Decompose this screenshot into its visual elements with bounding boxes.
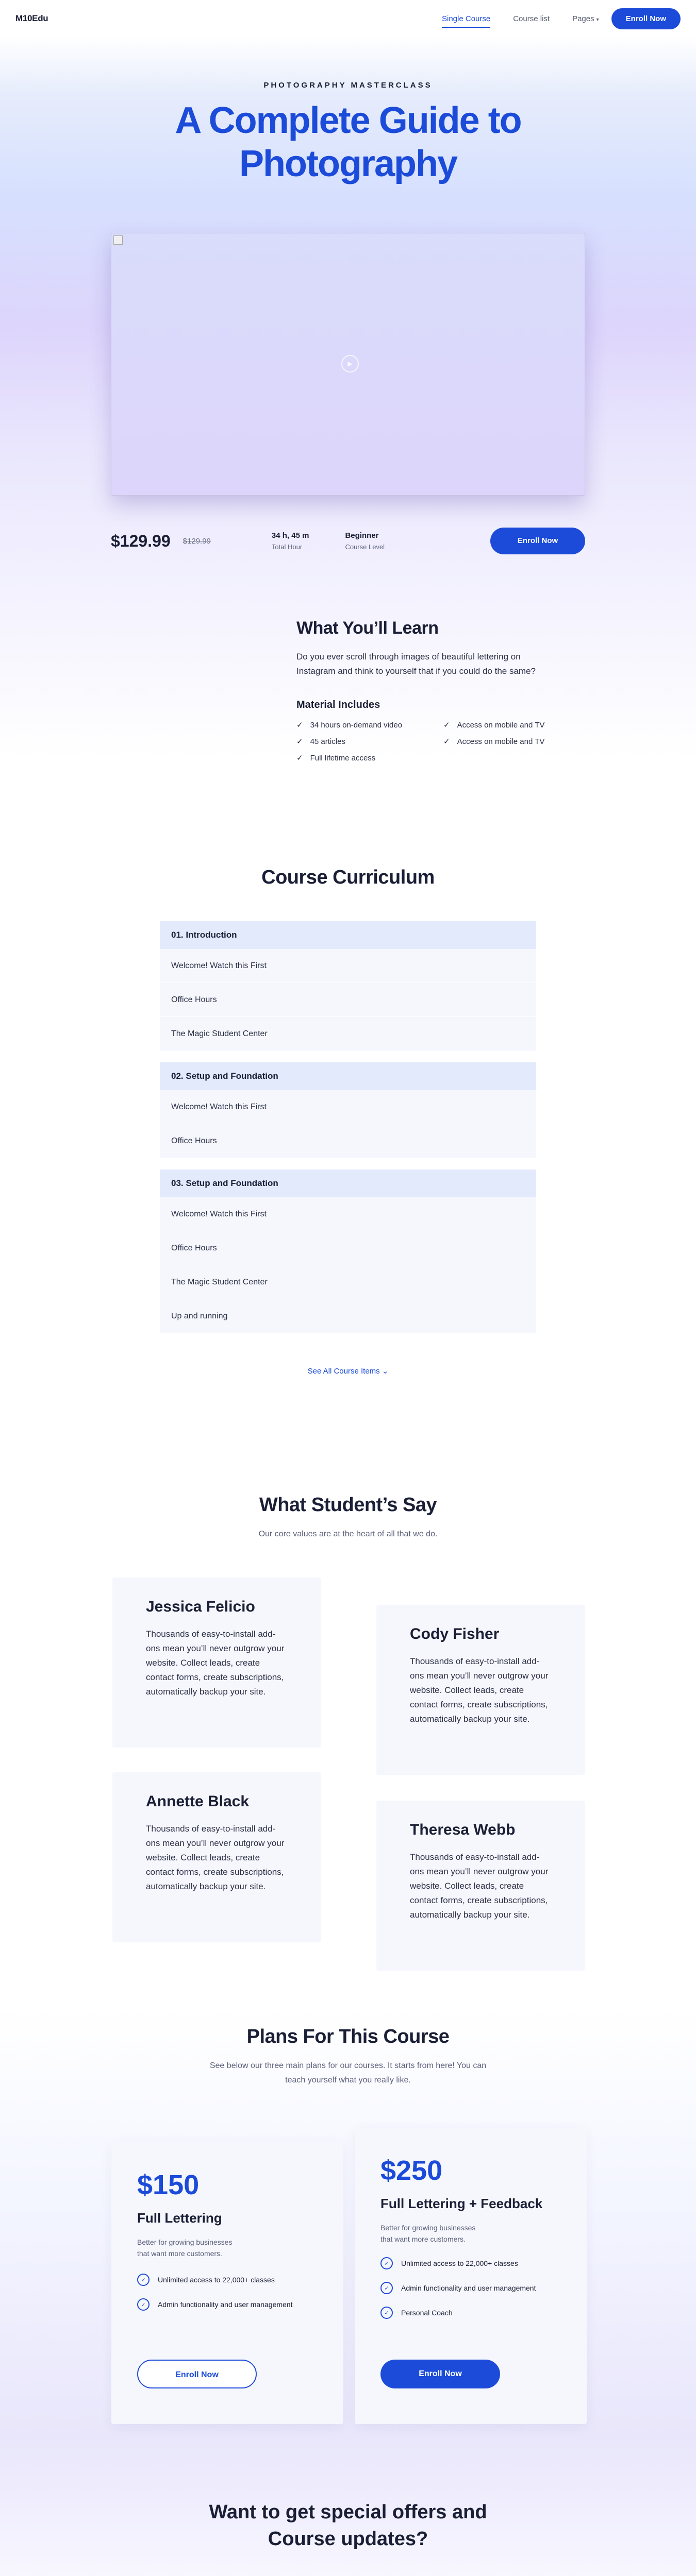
- curriculum-title: Course Curriculum: [261, 867, 435, 888]
- material-label: Access on mobile and TV: [457, 737, 545, 746]
- nav-link-pages[interactable]: [572, 11, 599, 26]
- testimonial-name: Jessica Felicio: [146, 1598, 255, 1615]
- price-row: [111, 526, 585, 556]
- nav-enroll-button[interactable]: Enroll Now: [611, 8, 681, 29]
- testimonial-card: [112, 1772, 321, 1942]
- plan-feature: [380, 2257, 587, 2269]
- chevron-down-icon: ⌄: [382, 1367, 389, 1376]
- duration-value: 34 h, 45 m: [271, 531, 309, 540]
- module-header[interactable]: 02. Setup and Foundation: [160, 1062, 536, 1090]
- material-label: 34 hours on-demand video: [310, 721, 403, 730]
- newsletter-title: [0, 2499, 696, 2552]
- plan-feature: [137, 2274, 343, 2286]
- material-label: Full lifetime access: [310, 754, 376, 762]
- plan-feature-label: Admin functionality and user management: [158, 2300, 293, 2309]
- top-nav: [0, 0, 696, 37]
- course-price: $129.99: [111, 531, 171, 550]
- plan-description: Better for growing businesses that want more customers.: [137, 2238, 233, 2258]
- learn-text: Do you ever scroll through images of beautiful lettering on Instagram and think to yourself that if you could do the same?: [296, 652, 536, 676]
- nav-links: [442, 11, 599, 26]
- lesson-item[interactable]: Office Hours: [160, 1231, 536, 1265]
- check-icon: ✓: [296, 721, 303, 730]
- check-icon: ✓: [296, 737, 303, 746]
- testimonial-name: Annette Black: [146, 1793, 250, 1810]
- curriculum-module: [160, 1062, 536, 1158]
- level-value: Beginner: [345, 531, 379, 540]
- testimonial-card: [376, 1605, 585, 1775]
- plan-name: Full Lettering + Feedback: [380, 2196, 543, 2211]
- plan-feature: [380, 2307, 587, 2319]
- lesson-item[interactable]: Welcome! Watch this First: [160, 1090, 536, 1124]
- level-label: Course Level: [345, 543, 385, 551]
- play-icon[interactable]: ▶: [341, 355, 359, 372]
- check-circle-icon: ✓: [380, 2257, 393, 2269]
- testimonial-text: Thousands of easy-to-install add-ons mean you’ll never outgrow your website. Collect leads, create contact forms, create subscriptions, automatically backup your site.: [146, 1629, 285, 1697]
- material-item: [296, 720, 443, 730]
- testimonial-card: [112, 1578, 321, 1748]
- testimonial-text: Thousands of easy-to-install add-ons mean you’ll never outgrow your website. Collect leads, create contact forms, create subscriptions, automatically backup your site.: [410, 1852, 549, 1920]
- plans-subtitle: See below our three main plans for our courses. It starts from here! You can teach yourself what you really like.: [209, 2061, 487, 2084]
- lesson-item[interactable]: Up and running: [160, 1299, 536, 1333]
- hero-eyebrow: PHOTOGRAPHY MASTERCLASS: [263, 81, 433, 90]
- plan-name: Full Lettering: [137, 2210, 222, 2226]
- material-item: [443, 737, 590, 746]
- lesson-item[interactable]: Office Hours: [160, 1124, 536, 1158]
- plan-feature-label: Admin functionality and user management: [401, 2284, 536, 2292]
- plans-background: [0, 2009, 696, 2576]
- materials-list: [296, 720, 585, 762]
- check-icon: ✓: [443, 737, 450, 746]
- check-circle-icon: ✓: [380, 2307, 393, 2319]
- plan-amount: $150: [137, 2170, 200, 2200]
- curriculum-list: [160, 921, 536, 1345]
- check-icon: ✓: [443, 721, 450, 730]
- nav-link-pages-label: Pages: [572, 14, 594, 23]
- plan-features: [137, 2274, 343, 2311]
- module-header[interactable]: 03. Setup and Foundation: [160, 1170, 536, 1197]
- learn-title: What You’ll Learn: [296, 618, 439, 638]
- plan-feature-label: Unlimited access to 22,000+ classes: [158, 2276, 275, 2284]
- plan-features: [380, 2257, 587, 2319]
- plan-feature-label: Personal Coach: [401, 2309, 453, 2317]
- materials-title: Material Includes: [296, 699, 380, 710]
- chevron-down-icon: ▾: [596, 16, 599, 23]
- material-label: Access on mobile and TV: [457, 721, 545, 730]
- learn-section: [296, 618, 585, 762]
- testimonial-name: Theresa Webb: [410, 1821, 516, 1838]
- nav-link-single-course[interactable]: Single Course: [442, 11, 490, 26]
- check-icon: ✓: [296, 754, 303, 762]
- plan-enroll-button[interactable]: Enroll Now: [137, 2360, 257, 2388]
- nav-link-course-list[interactable]: Course list: [513, 14, 550, 23]
- testimonial-text: Thousands of easy-to-install add-ons mean you’ll never outgrow your website. Collect leads, create contact forms, create subscriptions, automatically backup your site.: [146, 1824, 285, 1891]
- plan-card: [355, 2128, 587, 2424]
- lesson-item[interactable]: The Magic Student Center: [160, 1265, 536, 1299]
- testimonials-title: What Student’s Say: [259, 1494, 437, 1516]
- hero-enroll-button[interactable]: Enroll Now: [490, 528, 585, 554]
- broken-image-icon: [113, 235, 123, 245]
- lesson-item[interactable]: Welcome! Watch this First: [160, 1197, 536, 1231]
- plan-description: Better for growing businesses that want more customers.: [380, 2224, 476, 2243]
- plan-feature: [137, 2298, 343, 2311]
- curriculum-module: [160, 921, 536, 1051]
- testimonial-card: [376, 1801, 585, 1971]
- testimonial-name: Cody Fisher: [410, 1625, 500, 1642]
- material-item: [296, 753, 443, 762]
- plans-title: Plans For This Course: [246, 2026, 450, 2047]
- plan-amount: $250: [380, 2155, 443, 2186]
- check-circle-icon: ✓: [137, 2298, 150, 2311]
- lesson-item[interactable]: Office Hours: [160, 983, 536, 1017]
- see-all-course-items-link[interactable]: [0, 1366, 696, 1376]
- plan-feature: [380, 2282, 587, 2294]
- course-video[interactable]: [111, 233, 585, 496]
- material-item: [296, 737, 443, 746]
- testimonial-text: Thousands of easy-to-install add-ons mean you’ll never outgrow your website. Collect leads, create contact forms, create subscriptions, automatically backup your site.: [410, 1656, 549, 1724]
- page-title: A Complete Guide to Photography: [175, 100, 521, 184]
- newsletter-title-line2: Course updates?: [268, 2528, 428, 2550]
- check-circle-icon: ✓: [380, 2282, 393, 2294]
- curriculum-module: [160, 1170, 536, 1333]
- level-meta: [345, 531, 385, 551]
- material-label: 45 articles: [310, 737, 345, 746]
- material-item: [443, 720, 590, 730]
- old-price: $129.99: [183, 536, 211, 546]
- testimonials-subtitle: Our core values are at the heart of all that we do.: [258, 1530, 438, 1538]
- duration-meta: [272, 531, 309, 551]
- site-logo[interactable]: M10Edu: [15, 13, 48, 23]
- lesson-item[interactable]: The Magic Student Center: [160, 1017, 536, 1051]
- duration-label: Total Hour: [271, 543, 303, 551]
- lesson-item[interactable]: Welcome! Watch this First: [160, 949, 536, 983]
- check-circle-icon: ✓: [137, 2274, 150, 2286]
- plan-feature-label: Unlimited access to 22,000+ classes: [401, 2259, 518, 2267]
- plan-card: [111, 2141, 343, 2424]
- plan-enroll-button[interactable]: Enroll Now: [380, 2360, 500, 2388]
- module-header[interactable]: 01. Introduction: [160, 921, 536, 949]
- newsletter-title-line1: Want to get special offers and: [209, 2501, 487, 2523]
- see-all-label: See All Course Items: [307, 1367, 380, 1376]
